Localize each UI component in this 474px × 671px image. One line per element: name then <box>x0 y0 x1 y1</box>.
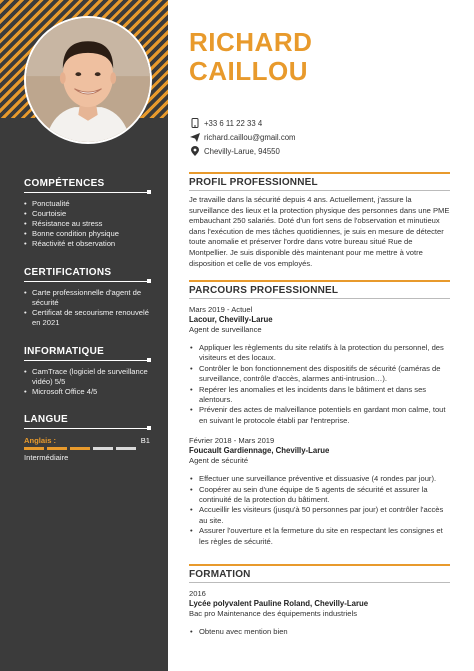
contact-location <box>189 144 296 158</box>
certifications-section <box>24 267 150 328</box>
phone-text: +33 6 11 22 33 4 <box>204 118 263 128</box>
certifications-list <box>24 288 150 328</box>
list-item: • Repérer les anomalies et les incidents dans le bâtiment et dans ses alentours. <box>189 385 450 406</box>
list-item: • Obtenu avec mention bien <box>189 627 450 637</box>
language-level: Intermédiaire <box>24 453 69 462</box>
last-name: CAILLOU <box>189 56 309 86</box>
level-segment <box>70 447 90 450</box>
profile-photo <box>24 16 152 144</box>
education-degree: Bac pro Maintenance des équipements industriels <box>189 609 358 618</box>
location-pin-icon <box>189 146 201 156</box>
level-segment <box>47 447 67 450</box>
profile-title: PROFIL PROFESSIONNEL <box>189 177 450 191</box>
job-tasks <box>189 474 450 547</box>
computing-title: INFORMATIQUE <box>24 346 150 361</box>
email-text: richard.caillou@gmail.com <box>204 132 296 142</box>
skills-title: COMPÉTENCES <box>24 178 150 193</box>
education-entry <box>189 589 450 637</box>
education-school: Lycée polyvalent Pauline Roland, Chevilly-Larue <box>189 599 369 608</box>
list-item: • Accueillir les visiteurs (jusqu'à 50 personnes par jour) et contrôler l'accès au site. <box>189 505 450 526</box>
list-item: • Courtoisie <box>24 209 150 219</box>
certifications-title: CERTIFICATIONS <box>24 267 150 282</box>
job-entry <box>189 305 450 426</box>
list-item: • Appliquer les règlements du site relatifs à la protection du personnel, des visiteurs et des locaux. <box>189 343 450 364</box>
location-text: Chevilly-Larue, 94550 <box>204 146 280 156</box>
list-item: • Carte professionnelle d'agent de sécurité <box>24 288 150 308</box>
level-segment <box>24 447 44 450</box>
language-title: LANGUE <box>24 414 150 429</box>
profile-section <box>189 177 450 269</box>
education-year: 2016 <box>189 589 206 598</box>
list-item: • Coopérer au sein d'une équipe de 5 agents de sécurité et assurer la continuité de la protection du bâtiment. <box>189 485 450 506</box>
level-segment <box>116 447 136 450</box>
list-item: • Assurer l'ouverture et la fermeture du site en respectant les consignes et les règles de sécurité. <box>189 526 450 547</box>
list-item: • Effectuer une surveillance préventive et dissuasive (4 rondes par jour). <box>189 474 450 484</box>
portrait-image <box>26 18 150 142</box>
computing-list <box>24 367 150 397</box>
first-name: RICHARD <box>189 27 313 57</box>
level-segment <box>93 447 113 450</box>
computing-section <box>24 346 150 397</box>
list-item: • Réactivité et observation <box>24 239 150 249</box>
language-section <box>24 414 150 462</box>
job-tasks <box>189 343 450 426</box>
list-item: • Microsoft Office 4/5 <box>24 387 150 397</box>
contact-email <box>189 130 296 144</box>
send-icon <box>189 132 201 142</box>
language-name: Anglais : <box>24 436 57 445</box>
profile-text: Je travaille dans la sécurité depuis 4 ans. Actuellement, j'assure la surveillance des lieux et la protection physique des personnes dans une PME embauchant 250 salariés. Doté d'un fort sens de l'observation et minutieux dans l'exécution de mes tâches quotidiennes, je suis en mesure de détecter toute anomalie et préserver l'ordre dans votre bureau situé Rue de Montpellier. Je suis disponible dès maintenant pour me mettre à votre disposition et celle de vos employés. <box>189 195 450 268</box>
job-role: Agent de sécurité <box>189 456 249 466</box>
job-date: Février 2018 - Mars 2019 <box>189 436 275 446</box>
education-title: FORMATION <box>189 569 450 583</box>
list-item: • Prévenir des actes de malveillance potentiels en gardant mon calme, tout en suivant le protocole établi par l'entreprise. <box>189 405 450 426</box>
list-item: • Certificat de secourisme renouvelé en 2021 <box>24 308 150 328</box>
job-company: Lacour, Chevilly-Larue <box>189 315 273 324</box>
education-section <box>189 569 450 637</box>
contact-phone <box>189 116 296 130</box>
job-date: Mars 2019 - Actuel <box>189 305 253 314</box>
list-item: • Ponctualité <box>24 199 150 209</box>
experience-title: PARCOURS PROFESSIONNEL <box>189 285 450 299</box>
list-item: • Résistance au stress <box>24 219 150 229</box>
list-item: • CamTrace (logiciel de surveillance vidéo) 5/5 <box>24 367 150 387</box>
list-item: • Contrôler le bon fonctionnement des dispositifs de sécurité (caméras de surveillance, contrôle d'accès, alarmes anti-intrusion…). <box>189 364 450 385</box>
skills-list <box>24 199 150 249</box>
language-level-bar <box>24 447 150 450</box>
education-notes <box>189 627 450 637</box>
job-role: Agent de surveillance <box>189 325 262 334</box>
list-item: • Bonne condition physique <box>24 229 150 239</box>
job-company: Foucault Gardiennage, Chevilly-Larue <box>189 446 330 456</box>
candidate-name <box>189 28 312 86</box>
contact-info <box>189 116 296 158</box>
phone-icon <box>189 118 201 128</box>
sidebar <box>0 0 168 671</box>
language-row <box>24 436 150 445</box>
language-code: B1 <box>140 436 150 445</box>
job-entry <box>189 436 450 547</box>
skills-section <box>24 178 150 249</box>
experience-section <box>189 285 450 547</box>
